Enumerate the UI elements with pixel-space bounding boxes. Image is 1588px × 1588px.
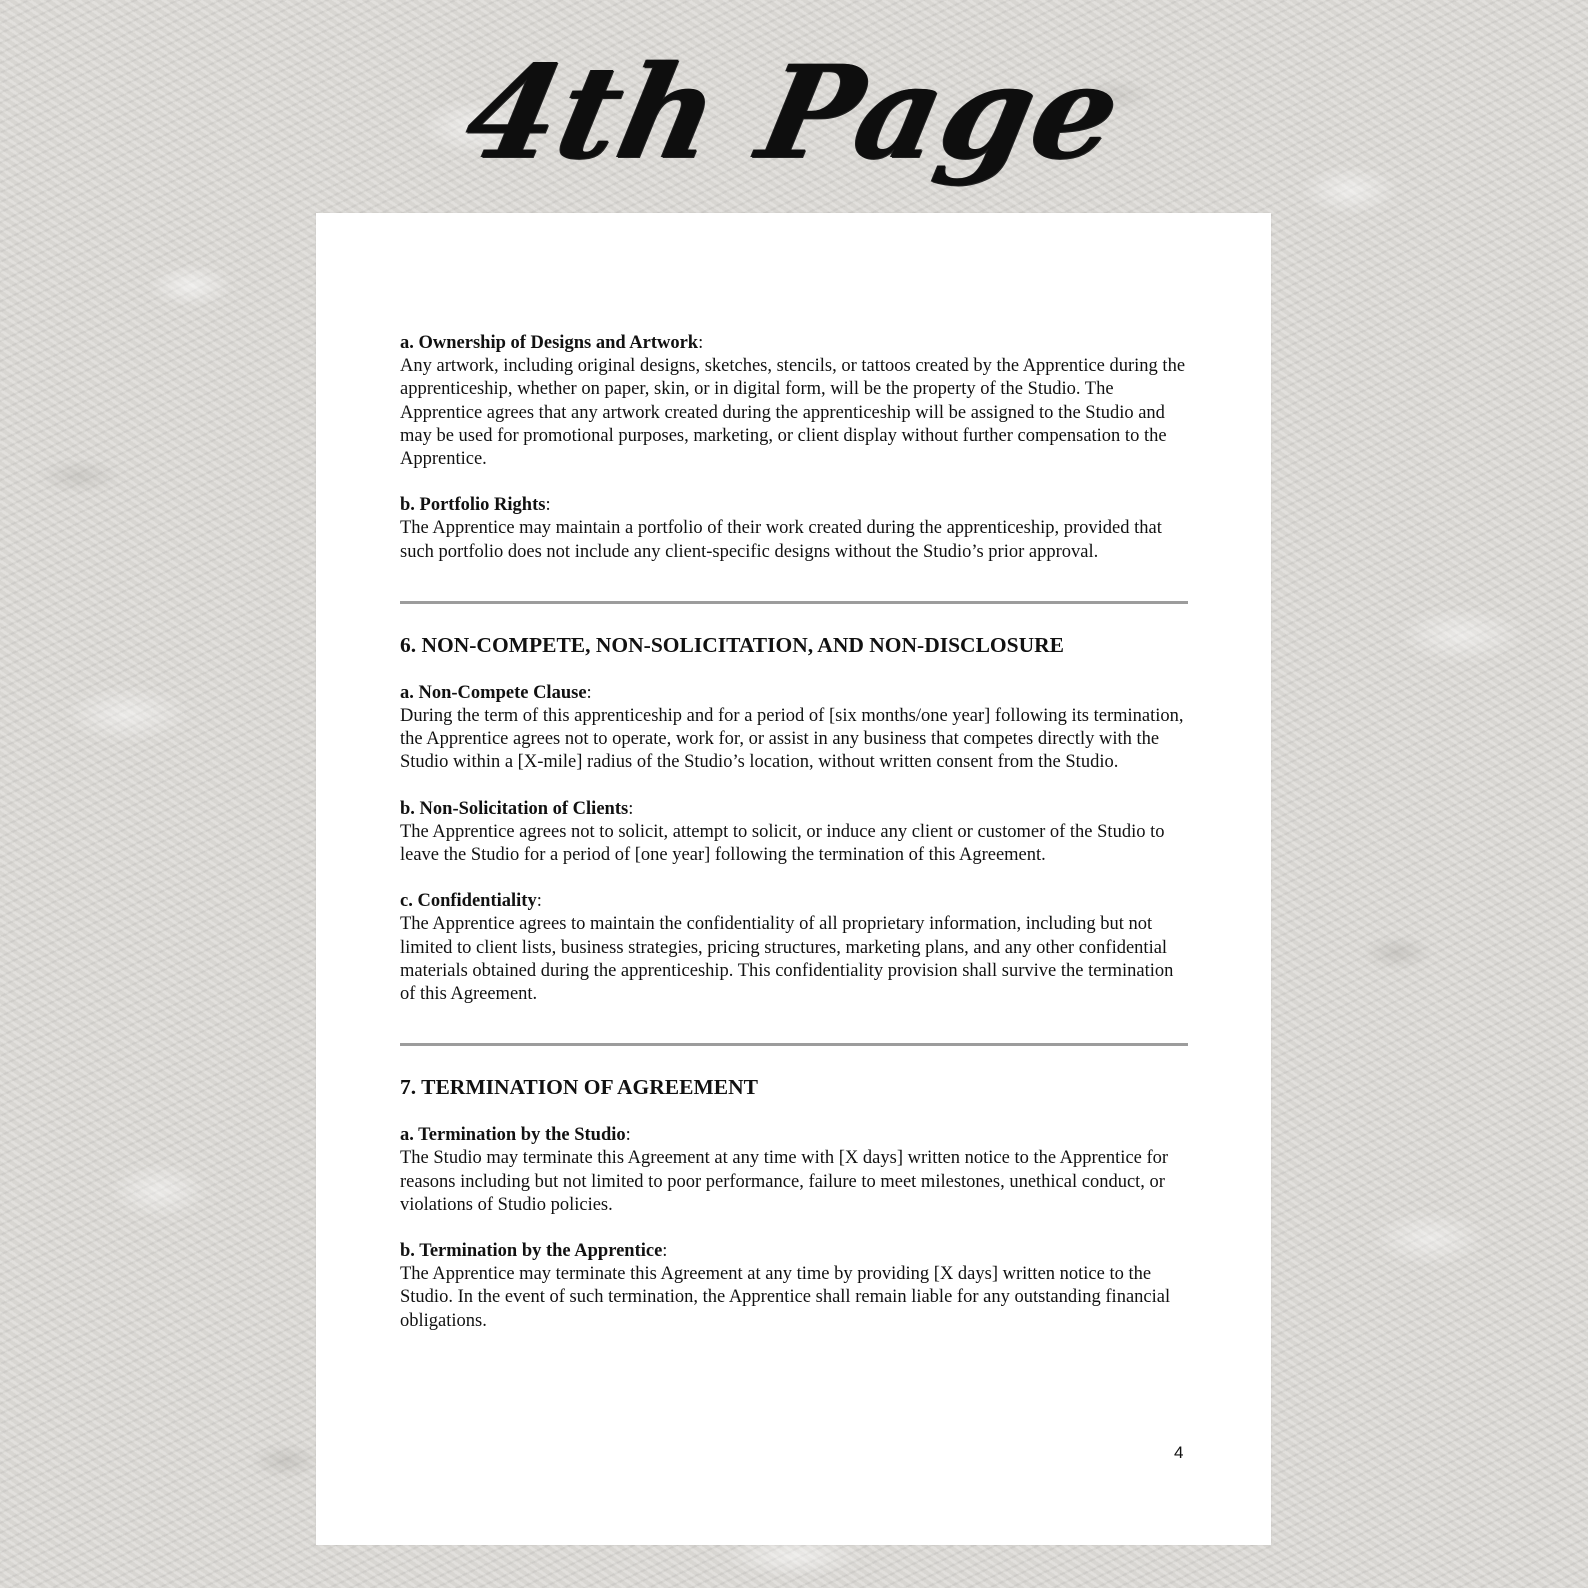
clause-body: The Apprentice may maintain a portfolio of their work created during the apprenticeship, provided that such portfolio does not include any client-specific designs without the Studio’s prior approval. bbox=[400, 518, 1162, 562]
page-number: 4 bbox=[1174, 1443, 1184, 1462]
section-title-non-compete: 6. NON-COMPETE, NON-SOLICITATION, AND NON-DISCLOSURE bbox=[400, 632, 1064, 657]
clause-colon: : bbox=[586, 682, 592, 703]
clause-non-solicitation bbox=[400, 798, 1190, 868]
document-content bbox=[400, 332, 1190, 1333]
clause-portfolio-rights bbox=[400, 494, 1190, 564]
banner-title: 4th Page bbox=[453, 38, 1135, 188]
clause-colon: : bbox=[698, 333, 704, 353]
section-divider bbox=[400, 1043, 1188, 1046]
clause-colon: : bbox=[628, 798, 634, 819]
clause-termination-by-apprentice bbox=[400, 1240, 1190, 1333]
clause-body: Any artwork, including original designs, sketches, stencils, or tattoos created by the Apprentice during the apprenticeship, whether on paper, skin, or in digital form, will be the property of the Studio. The Apprentice agrees that any artwork created during the apprenticeship will be assigned to the Studio and may be used for promotional purposes, marketing, or client display without further compensation to the Apprentice. bbox=[400, 356, 1186, 470]
clause-heading: a. Non-Compete Clause bbox=[400, 682, 587, 703]
clause-body: The Studio may terminate this Agreement at any time with [X days] written notice to the Apprentice for reasons including but not limited to poor performance, failure to meet milestones, unethical conduct, or violations of Studio policies. bbox=[400, 1148, 1169, 1215]
clause-heading: b. Termination by the Apprentice bbox=[400, 1241, 663, 1262]
section-title-termination: 7. TERMINATION OF AGREEMENT bbox=[400, 1075, 758, 1100]
clause-colon: : bbox=[545, 495, 551, 516]
clause-non-compete bbox=[400, 682, 1190, 775]
clause-colon: : bbox=[662, 1241, 668, 1262]
clause-heading: b. Non-Solicitation of Clients bbox=[400, 798, 629, 819]
clause-colon: : bbox=[625, 1125, 631, 1146]
document-page bbox=[316, 213, 1271, 1545]
clause-colon: : bbox=[536, 891, 542, 912]
clause-ownership-of-designs bbox=[400, 332, 1190, 471]
clause-body: The Apprentice agrees to maintain the confidentiality of all proprietary information, including but not limited to client lists, business strategies, pricing structures, marketing plans, and any other confidential materials obtained during the apprenticeship. This confidentiality provision shall survive the termination of this Agreement. bbox=[400, 914, 1174, 1005]
clause-termination-by-studio bbox=[400, 1124, 1190, 1217]
section-divider bbox=[400, 601, 1188, 604]
clause-body: The Apprentice agrees not to solicit, attempt to solicit, or induce any client or customer of the Studio to leave the Studio for a period of [one year] following the termination of this Agreement. bbox=[400, 821, 1165, 866]
clause-heading: c. Confidentiality bbox=[400, 891, 537, 912]
clause-heading: a. Termination by the Studio bbox=[400, 1125, 626, 1146]
clause-body: The Apprentice may terminate this Agreement at any time by providing [X days] written notice to the Studio. In the event of such termination, the Apprentice shall remain liable for any outstanding financial obligations. bbox=[400, 1264, 1171, 1331]
clause-confidentiality bbox=[400, 890, 1190, 1006]
clause-heading: a. Ownership of Designs and Artwork bbox=[400, 333, 699, 353]
clause-heading: b. Portfolio Rights bbox=[400, 495, 546, 516]
clause-body: During the term of this apprenticeship and for a period of [six months/one year] following its termination, the Apprentice agrees not to operate, work for, or assist in any business that competes directly with the Studio within a [X-mile] radius of the Studio’s location, without written consent from the Studio. bbox=[400, 706, 1184, 773]
